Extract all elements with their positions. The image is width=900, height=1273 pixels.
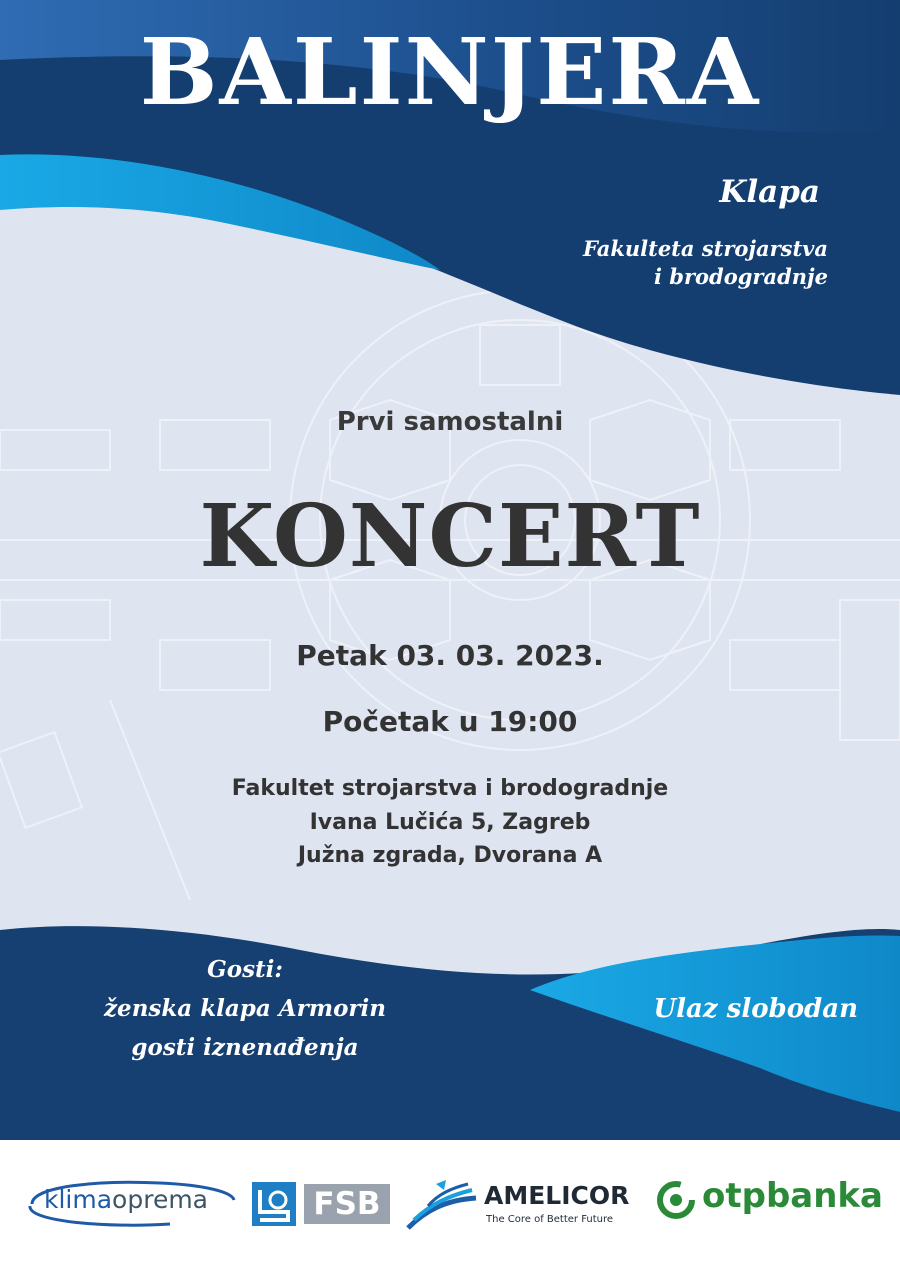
guests-heading: Gosti: bbox=[207, 956, 283, 983]
fsb-emblem-icon bbox=[252, 1182, 296, 1226]
poster-title: BALINJERA bbox=[139, 18, 761, 126]
fsb-wordmark: FSB bbox=[304, 1184, 390, 1224]
venue-address: Ivana Lučića 5, Zagreb bbox=[309, 810, 591, 835]
otpbanka-wordmark: otpbanka bbox=[702, 1176, 883, 1216]
amelicor-logo bbox=[406, 1180, 646, 1232]
otpbanka-logo bbox=[656, 1174, 886, 1224]
klimaoprema-wordmark bbox=[44, 1185, 208, 1215]
klimaoprema-logo bbox=[20, 1178, 242, 1228]
sponsor-bar bbox=[0, 1140, 900, 1273]
ensemble-label: Klapa bbox=[719, 174, 820, 210]
event-date: Petak 03. 03. 2023. bbox=[296, 639, 604, 672]
venue-hall: Južna zgrada, Dvorana A bbox=[297, 843, 603, 868]
faculty-line-1: Fakulteta strojarstva bbox=[582, 236, 828, 261]
otp-symbol-icon bbox=[656, 1180, 696, 1220]
amelicor-wordmark: AMELICOR bbox=[484, 1181, 630, 1210]
guest-item: gosti iznenađenja bbox=[131, 1034, 359, 1061]
entry-notice: Ulaz slobodan bbox=[653, 994, 858, 1024]
klimaoprema-word-part: klima bbox=[44, 1185, 113, 1214]
amelicor-wave-icon bbox=[406, 1180, 478, 1232]
concert-headline: KONCERT bbox=[199, 486, 701, 587]
faculty-line-2: i brodogradnje bbox=[654, 264, 828, 289]
amelicor-tagline: The Core of Better Future bbox=[486, 1214, 614, 1225]
venue-line: Fakultet strojarstva i brodogradnje bbox=[231, 776, 669, 801]
fsb-logo bbox=[252, 1182, 392, 1226]
klimaoprema-word-part: oprema bbox=[112, 1185, 208, 1214]
guest-item: ženska klapa Armorin bbox=[104, 995, 386, 1022]
concert-subtitle: Prvi samostalni bbox=[336, 407, 564, 437]
event-start-time: Početak u 19:00 bbox=[322, 705, 578, 738]
